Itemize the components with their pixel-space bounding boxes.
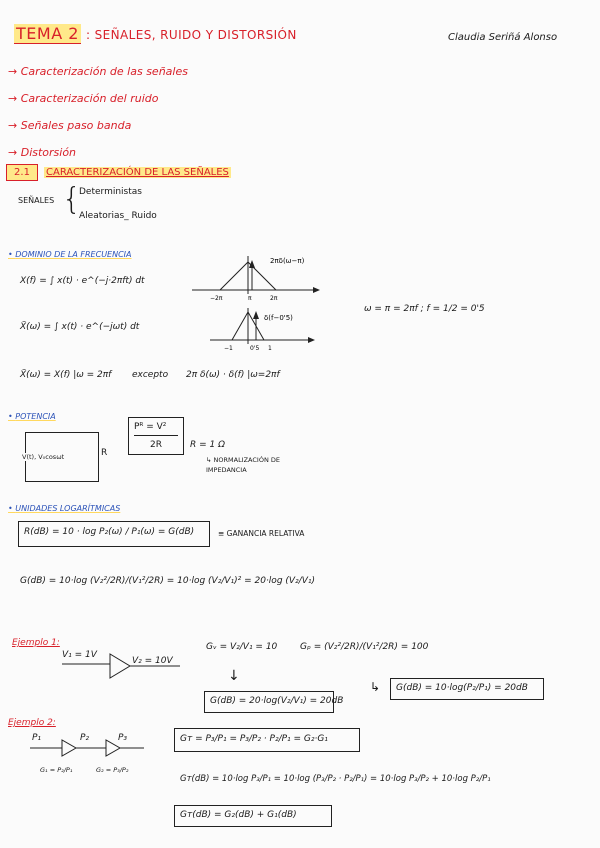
p1: P₁ [32,733,42,743]
fraction-bar [134,435,178,436]
unidades-heading: • UNIDADES LOGARÍTMICAS [8,504,121,513]
graph-f [210,308,315,344]
p2: P₂ [80,733,90,743]
author: Claudia Seriñá Alonso [448,32,558,43]
gt-formula: Gᴛ = P₃/P₁ = P₃/P₂ · P₂/P₁ = G₂·G₁ [180,734,328,744]
tema-title: : SEÑALES, RUIDO Y DISTORSIÓN [86,28,297,42]
excepto-label: excepto [132,370,169,380]
tema-label: TEMA 2 [16,24,79,43]
graph1-label: 2πδ(ω−π) [270,257,305,265]
graph2-tick: −1 [224,345,233,352]
index-item: → Distorsión [8,146,77,159]
power-formula-top: Pᴿ = V² [134,422,167,432]
v1: V₁ = 1V [62,650,97,660]
v2: V₂ = 10V [132,656,173,666]
section-number: 2.1 [6,164,38,181]
circuit-source: V(t), V₀cosωt [22,453,65,461]
graph1-tick: −2π [210,295,223,302]
gt-sum-formula: Gᴛ(dB) = G₂(dB) + G₁(dB) [180,810,297,820]
section-title: CARACTERIZACIÓN DE LAS SEÑALES [46,167,229,178]
graph1-tick: 2π [270,295,278,302]
index-list [8,58,188,166]
eq-delta: 2π δ(ω) · δ(f) |ω=2πf [186,370,280,380]
eq-omega-f: ω = π = 2πf ; f = 1/2 = 0'5 [364,304,485,314]
gv: Gᵥ = V₂/V₁ = 10 [206,642,278,652]
index-item: → Caracterización de las señales [8,65,188,78]
gtdb-formula: Gᴛ(dB) = 10·log P₃/P₁ = 10·log (P₃/P₂ · P₂/P₁) = 10·log P₃/P₂ + 10·log P₂/P₁ [180,774,491,784]
index-item: → Caracterización del ruido [8,92,159,105]
graph2-tick: 1 [268,345,272,352]
normalizacion-note: ↳ NORMALIZACIÓN DE IMPEDANCIA [206,456,281,474]
senales-label: SEÑALES [18,196,55,205]
arrow-down: ↓ [228,668,240,684]
gp: Gₚ = (V₂²/2R)/(V₁²/2R) = 100 [300,642,429,652]
eq-fourier-f: X(f) = ∫ x(t) · e^(−j·2πft) dt [20,276,145,286]
graph2-label: δ(f−0'5) [264,314,293,322]
power-formula-bottom: 2R [150,440,162,450]
type-aleatorias: Aleatorias_ Ruido [79,211,157,221]
gain-formula: R(dB) = 10 · log P₂(ω) / P₁(ω) = G(dB) [24,527,195,537]
ejemplo2-label: Ejemplo 2: [8,718,56,728]
arrow-right: ↳ [370,680,381,694]
brace: { [62,182,82,217]
gain-voltage-formula: G(dB) = 10·log (V₂²/2R)/(V₁²/2R) = 10·log (V₂/V₁)² = 20·log (V₂/V₁) [20,576,315,586]
index-item: → Señales paso banda [8,119,132,132]
dominio-heading: • DOMINIO DE LA FRECUENCIA [8,250,132,259]
ejemplo1-label: Ejemplo 1: [12,638,60,648]
r-equals-one: R = 1 Ω [190,440,225,450]
potencia-heading: • POTENCIA [8,412,56,421]
ganancia-relativa: ≡ GANANCIA RELATIVA [218,529,305,538]
spectrum-graphs [190,250,330,360]
eq-relation: X̃(ω) = X(f) |ω = 2πf [20,370,112,380]
circuit-resistor: R [101,448,108,458]
type-deterministas: Deterministas [79,187,142,197]
g2: G₂ = P₃/P₂ [96,766,129,774]
gdb-voltage: G(dB) = 20·log(V₂/V₁) = 20dB [210,696,344,706]
g1: G₁ = P₂/P₁ [40,766,73,774]
p3: P₃ [118,733,128,743]
eq-fourier-w: X̃(ω) = ∫ x(t) · e^(−jωt) dt [20,322,140,332]
graph1-tick: π [248,295,252,302]
graph2-tick: 0'5 [250,345,260,352]
gdb-power: G(dB) = 10·log(P₂/P₁) = 20dB [396,683,528,693]
